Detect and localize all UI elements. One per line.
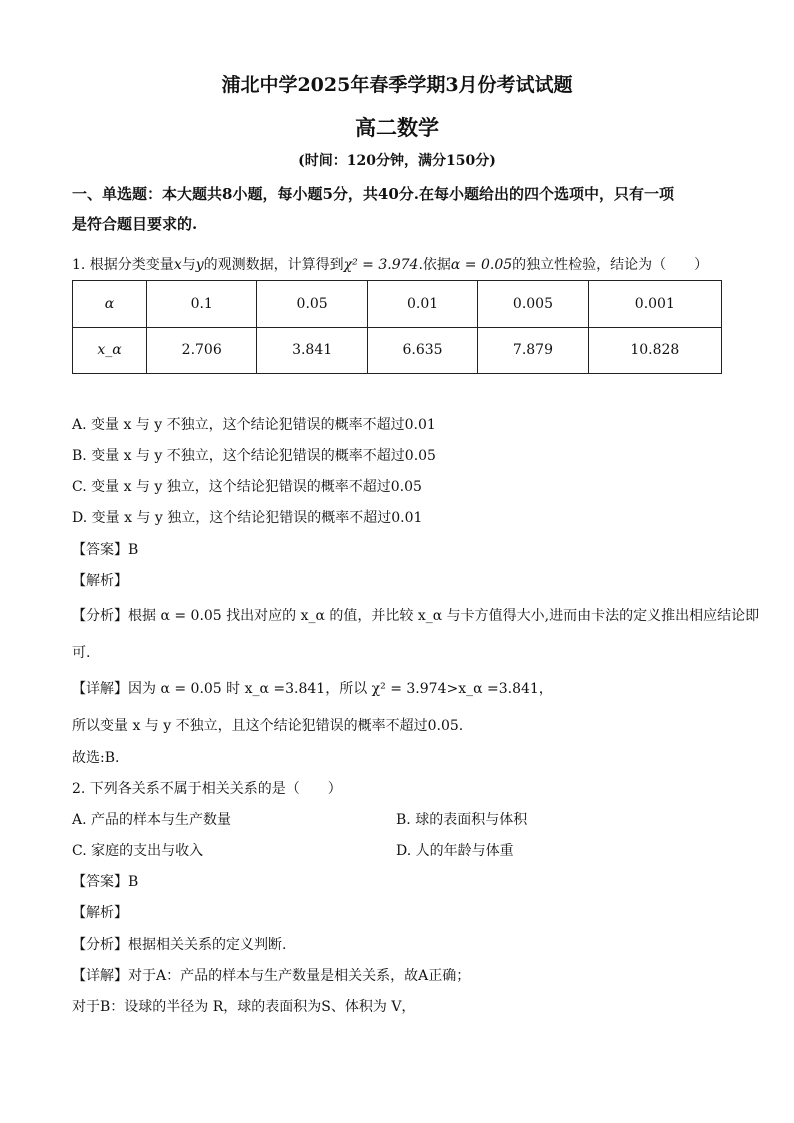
- q1-stem: [72, 254, 708, 274]
- q1-stem-c: 的观测数据，计算得到: [203, 257, 344, 273]
- q1-var-y: y: [195, 257, 204, 273]
- q1-conclusion: 所以变量 x 与 y 不独立，且这个结论犯错误的概率不超过0.05.: [72, 718, 464, 734]
- q1-option-c: C. 变量 x 与 y 独立，这个结论犯错误的概率不超过0.05: [72, 479, 422, 495]
- q1-choice: 故选:B.: [72, 750, 120, 766]
- table-cell: 3.841: [257, 327, 367, 374]
- table-cell: 7.879: [478, 327, 588, 374]
- table-cell: 10.828: [588, 327, 721, 374]
- q2-analysis-label: 【解析】: [72, 905, 128, 921]
- q1-stem-d: .依据: [418, 257, 451, 273]
- q1-fenxi-line2: 可.: [72, 645, 91, 661]
- table-cell: 0.05: [257, 281, 367, 328]
- table-cell: 0.005: [478, 281, 588, 328]
- q1-option-b: B. 变量 x 与 y 不独立，这个结论犯错误的概率不超过0.05: [72, 448, 436, 464]
- table-cell: 0.1: [147, 281, 257, 328]
- q2-for-b: 对于B：设球的半径为 R，球的表面积为S、体积为 V，: [72, 999, 416, 1015]
- q1-chi-eq: χ² = 3.974: [343, 257, 419, 273]
- table-row-alpha: [73, 281, 722, 328]
- q1-stem-b: 与: [181, 257, 196, 273]
- q1-stem-a: 1. 根据分类变量: [72, 257, 174, 273]
- q1-analysis-label: 【解析】: [72, 573, 128, 589]
- subject-title: 高二数学: [355, 115, 439, 140]
- section-heading-line2: 是符合题目要求的.: [72, 215, 198, 233]
- table-cell: 0.01: [367, 281, 477, 328]
- q1-alpha-eq: α = 0.05: [450, 257, 513, 273]
- q1-answer: 【答案】B: [72, 542, 139, 558]
- critical-value-table: [72, 280, 722, 374]
- table-cell: 2.706: [147, 327, 257, 374]
- q2-stem: 2. 下列各关系不属于相关关系的是（ ）: [72, 781, 342, 797]
- q1-fenxi-line1: 【分析】根据 α = 0.05 找出对应的 x_α 的值，并比较 x_α 与卡方值得大小,进而由卡法的定义推出相应结论即: [72, 608, 760, 624]
- q1-var-x: x: [173, 257, 182, 273]
- table-cell: 6.635: [367, 327, 477, 374]
- q2-option-d: D. 人的年龄与体重: [396, 843, 514, 859]
- q2-fenxi: 【分析】根据相关关系的定义判断.: [72, 937, 287, 953]
- section-heading-line1: 一、单选题：本大题共8小题，每小题5分，共40分.在每小题给出的四个选项中，只有一项: [72, 185, 674, 203]
- table-label-alpha: α: [73, 281, 147, 328]
- q2-answer: 【答案】B: [72, 874, 139, 890]
- table-cell: 0.001: [588, 281, 721, 328]
- table-row-critical: [73, 327, 722, 374]
- exam-info: (时间：120分钟，满分150分): [298, 153, 496, 169]
- q1-stem-e: 的独立性检验，结论为（ ）: [512, 257, 709, 273]
- q1-option-a: A. 变量 x 与 y 不独立，这个结论犯错误的概率不超过0.01: [72, 417, 436, 433]
- q2-detail: 【详解】对于A：产品的样本与生产数量是相关关系，故A正确；: [72, 968, 471, 984]
- q2-option-b: B. 球的表面积与体积: [396, 812, 528, 828]
- exam-title: 浦北中学2025年春季学期3月份考试试题: [221, 74, 573, 96]
- q2-option-c: C. 家庭的支出与收入: [72, 843, 204, 859]
- q1-detail: 【详解】因为 α = 0.05 时 x_α =3.841，所以 χ² = 3.974>x_α =3.841，: [72, 681, 553, 697]
- q2-option-a: A. 产品的样本与生产数量: [72, 812, 232, 828]
- table-label-x-alpha: x_α: [73, 327, 147, 374]
- q1-option-d: D. 变量 x 与 y 独立，这个结论犯错误的概率不超过0.01: [72, 510, 423, 526]
